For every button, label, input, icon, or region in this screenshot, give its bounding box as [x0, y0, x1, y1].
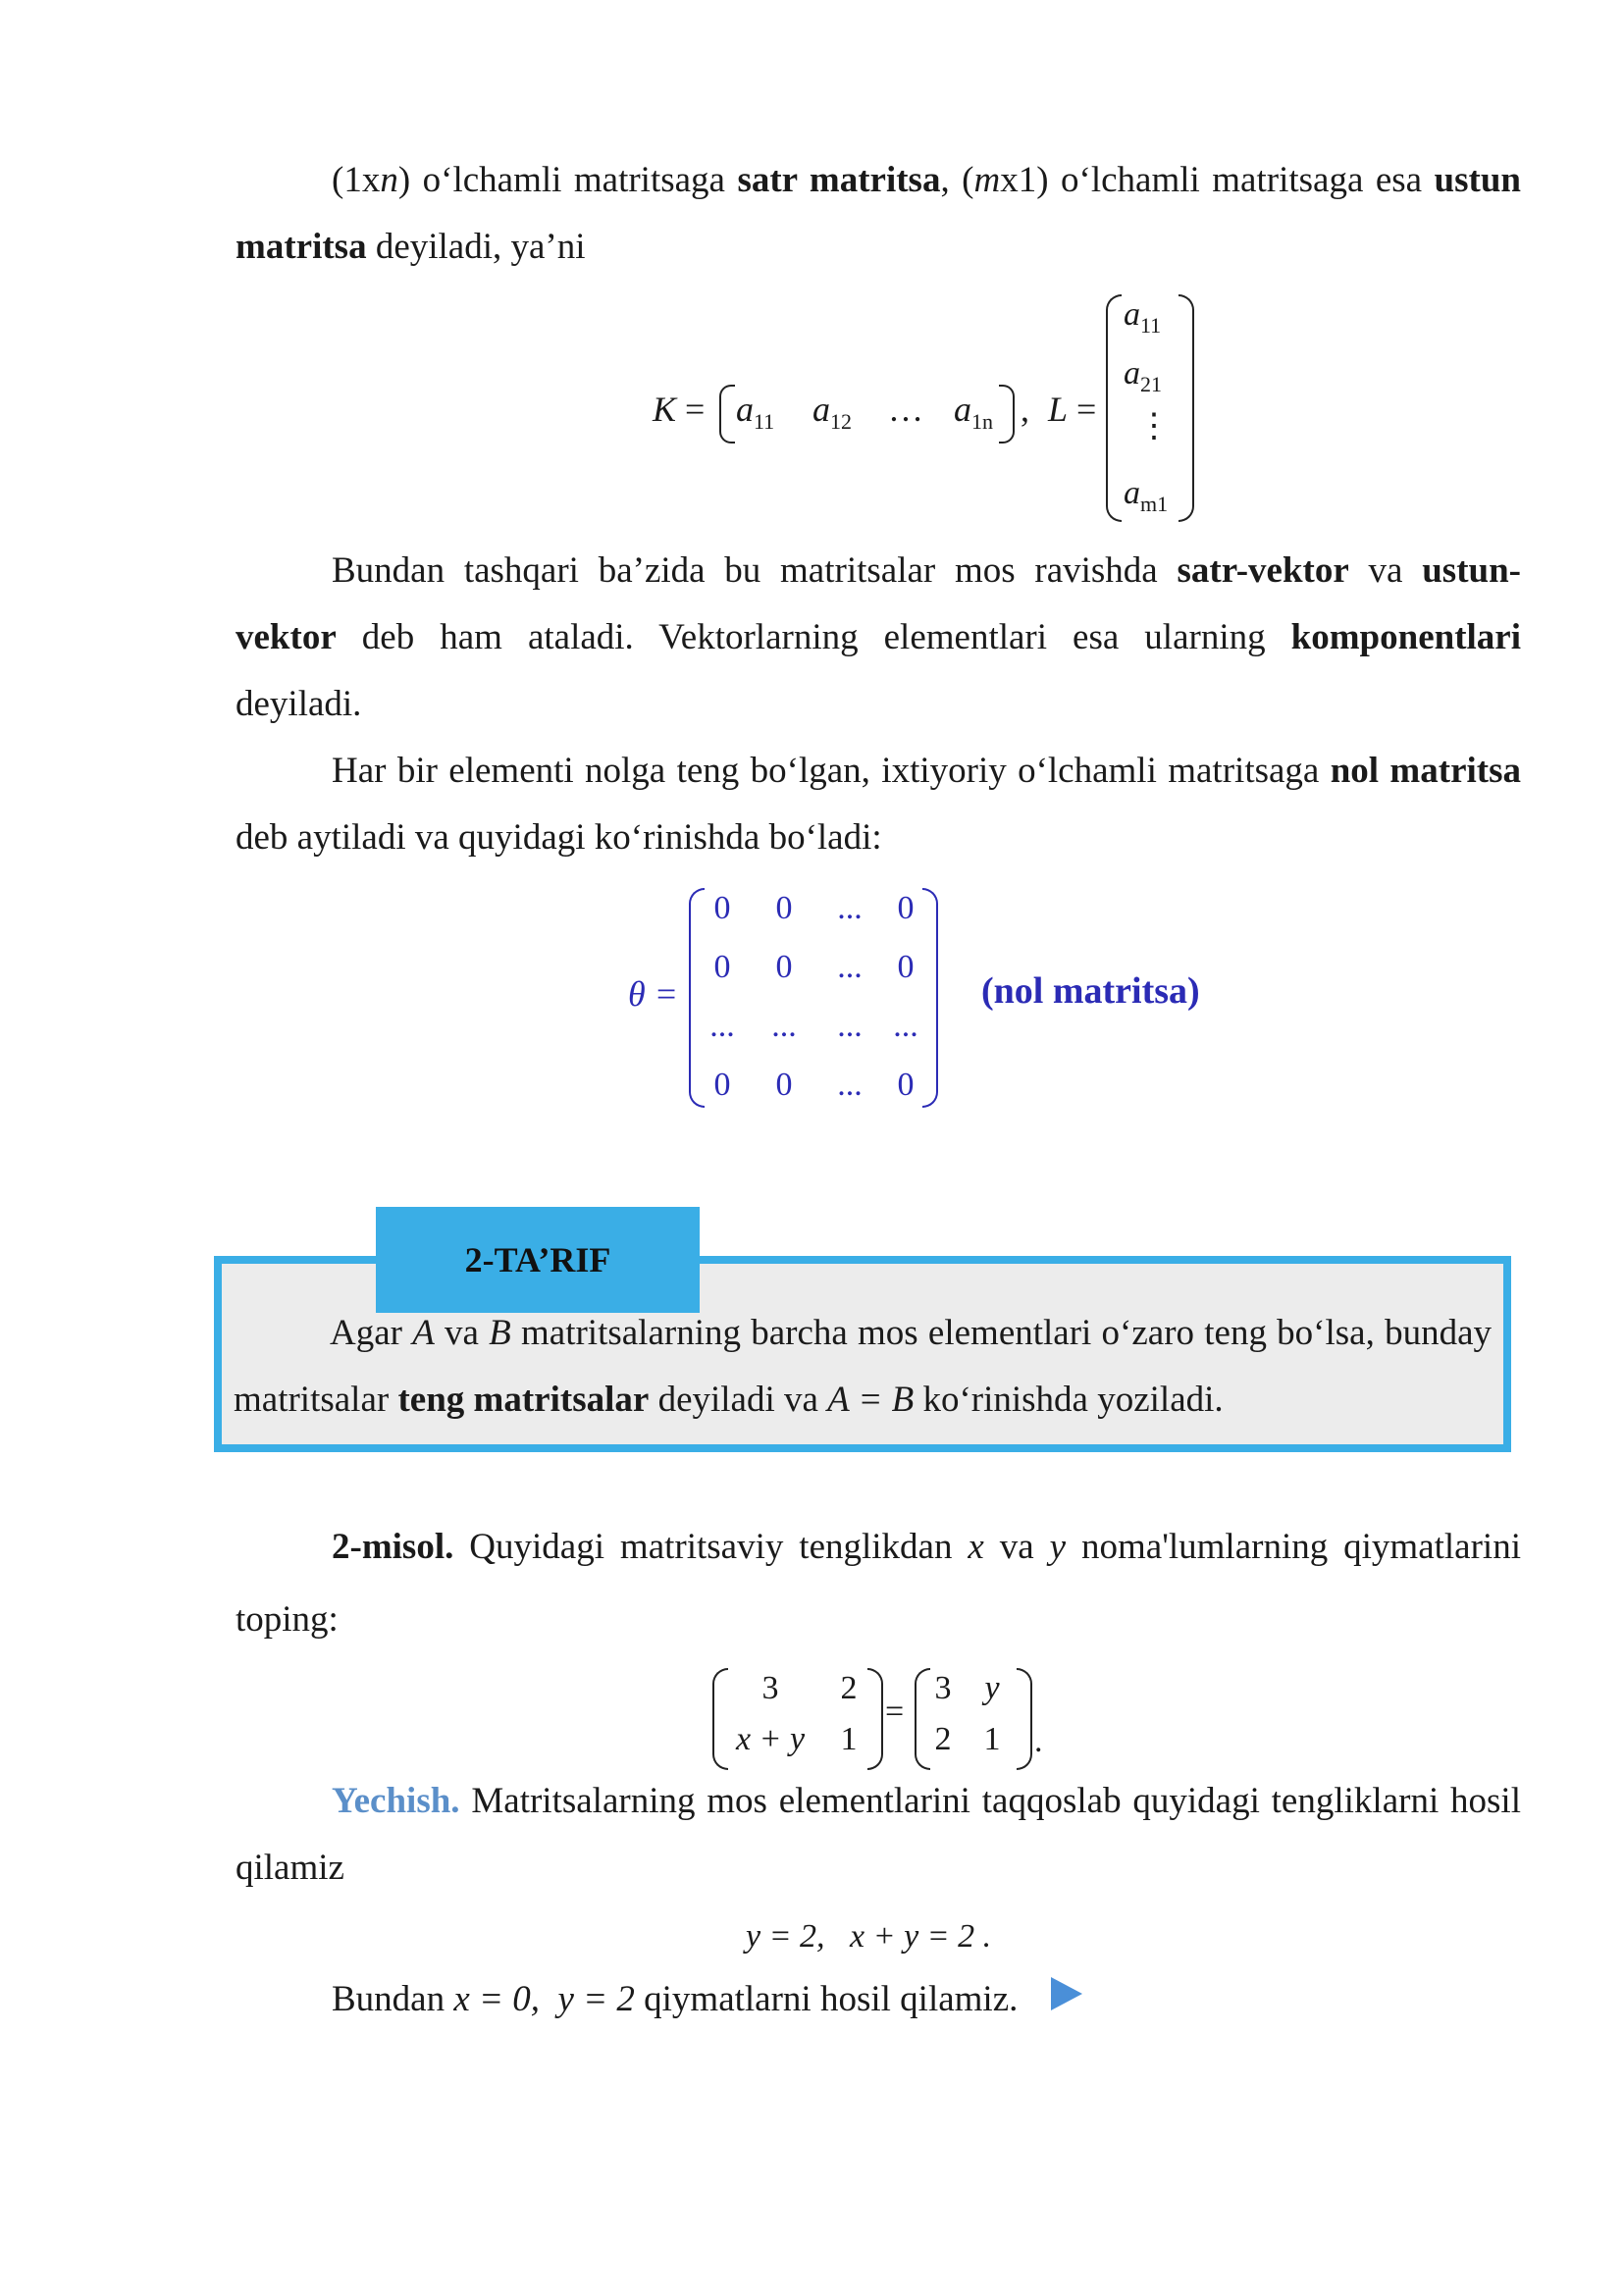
text: matritsalarning barcha mos elementlari o‘zaro teng bo‘lsa, bunday matritsalar — [234, 1313, 1492, 1420]
equals-sign: = — [685, 390, 706, 429]
element-a21: a — [1124, 355, 1140, 391]
text: Matritsalarning mos elementlarini taqqoslab quyidagi tengliklarni hosil qilamiz — [236, 1781, 1521, 1888]
cell: ... — [893, 1008, 918, 1044]
cell: 0 — [775, 949, 793, 985]
row-matrix-left-paren — [719, 385, 735, 443]
text: Quyidagi matritsaviy tenglikdan — [453, 1527, 969, 1567]
subscript: 21 — [1140, 372, 1162, 396]
text: va — [983, 1527, 1050, 1567]
example-label: 2-misol. — [332, 1527, 454, 1567]
text: o‘lchamli matritsaga — [410, 160, 738, 200]
cell: 3 — [761, 1670, 779, 1706]
cell: 0 — [713, 890, 731, 926]
paragraph-row-column-matrix — [236, 147, 1521, 281]
cell: 2 — [934, 1721, 952, 1757]
text: noma'lumlarning qiymatlarini toping: — [236, 1527, 1521, 1640]
term-satr-matritsa: satr matritsa — [737, 160, 941, 200]
element-am1: a — [1124, 475, 1140, 511]
subscript: m1 — [1140, 492, 1169, 516]
var-n: n — [380, 160, 398, 200]
zero-matrix-caption: (nol matritsa) — [981, 970, 1200, 1012]
var-y: y — [1049, 1527, 1067, 1567]
right-matrix-right-paren — [1017, 1668, 1032, 1770]
cell: ... — [709, 1008, 735, 1044]
cell: ... — [837, 890, 863, 926]
var-x: x — [968, 1527, 984, 1567]
element-a1n: a — [954, 390, 971, 429]
paragraph-vectors — [236, 538, 1521, 738]
comma: , — [1021, 390, 1029, 429]
cell: ... — [837, 949, 863, 985]
equals-sign: = — [885, 1694, 905, 1730]
definition-text — [234, 1300, 1492, 1434]
var-K: K — [653, 390, 677, 429]
row-matrix-right-paren — [999, 385, 1015, 443]
solution-equations: y = 2, x + y = 2 . — [746, 1918, 992, 1955]
text: (1x — [332, 160, 381, 200]
equation-A-equals-B: A = B — [827, 1380, 915, 1420]
text: deyiladi va — [649, 1380, 828, 1420]
result-values: x = 0, y = 2 — [453, 1979, 635, 2019]
text: Bundan tashqari ba’zida bu matritsalar mos ravishda — [332, 550, 1178, 591]
definition-title: 2-TA’RIF — [464, 1240, 611, 1279]
right-matrix — [928, 1668, 1017, 1766]
element-a12: a — [812, 390, 830, 429]
ellipsis: … — [888, 390, 923, 429]
term-satr-vektor: satr-vektor — [1177, 550, 1349, 591]
cell: ... — [837, 1067, 863, 1103]
cell: ... — [837, 1008, 863, 1044]
term-ustun-vektor: ustun-vektor — [236, 550, 1521, 657]
formula-K — [653, 389, 705, 430]
term-nol-matritsa: nol matritsa — [1330, 751, 1521, 791]
text: va — [1348, 550, 1423, 591]
cell: y — [984, 1670, 1000, 1706]
var-L: L — [1048, 390, 1069, 429]
text: deb ham ataladi. Vektorlarning elementlari esa ularning — [336, 617, 1291, 657]
text: deb aytiladi va quyidagi ko‘rinishda bo‘ladi: — [236, 817, 882, 858]
term-ustun-matritsa: ustun matritsa — [236, 160, 1521, 267]
cell: 0 — [775, 1067, 793, 1103]
text: x1) o‘lchamli matritsaga esa — [1000, 160, 1435, 200]
element-a11: a — [1124, 296, 1140, 333]
element-a11: a — [736, 390, 754, 429]
cell: 1 — [983, 1721, 1001, 1757]
cell: ... — [771, 1008, 797, 1044]
column-matrix-left-paren — [1106, 294, 1122, 522]
text: ko‘rinishda yoziladi. — [914, 1380, 1224, 1420]
text: Har bir elementi nolga teng bo‘lgan, ixtiyoriy o‘lchamli matritsaga — [332, 751, 1331, 791]
text: , ( — [940, 160, 974, 200]
var-B: B — [489, 1313, 511, 1353]
term-teng-matritsalar: teng matritsalar — [397, 1380, 650, 1420]
example-paragraph — [236, 1511, 1521, 1656]
text: deyiladi, ya’ni — [366, 227, 586, 267]
cell: 0 — [897, 890, 915, 926]
vertical-ellipsis: ⋮ — [1137, 408, 1171, 444]
left-matrix-right-paren — [867, 1668, 883, 1770]
var-A: A — [412, 1313, 435, 1353]
cell: 0 — [775, 890, 793, 926]
left-matrix — [726, 1668, 873, 1766]
subscript: 12 — [830, 409, 852, 434]
cell: 1 — [840, 1721, 858, 1757]
cell: x + y — [735, 1721, 806, 1757]
text: va — [434, 1313, 490, 1353]
cell: 0 — [713, 949, 731, 985]
text: ) — [397, 160, 411, 200]
subscript: 11 — [754, 409, 775, 434]
solution-paragraph — [236, 1768, 1521, 1902]
play-arrow-icon — [1051, 1977, 1082, 2010]
zero-matrix-grid — [703, 888, 928, 1104]
term-komponentlari: komponentlari — [1290, 617, 1521, 657]
cell: 3 — [934, 1670, 952, 1706]
paragraph-zero-matrix — [236, 738, 1521, 871]
var-m: m — [973, 160, 1001, 200]
column-matrix-elements — [1124, 294, 1178, 518]
cell: 0 — [897, 949, 915, 985]
period: . — [1034, 1723, 1043, 1759]
subscript: 11 — [1140, 313, 1162, 338]
cell: 2 — [840, 1670, 858, 1706]
cell: 0 — [897, 1067, 915, 1103]
solution-label: Yechish. — [332, 1781, 460, 1821]
text: deyiladi. — [236, 684, 362, 724]
solution-result — [332, 1966, 1617, 2033]
equals-sign: = — [1076, 390, 1097, 429]
formula-L — [1021, 389, 1096, 430]
subscript: 1n — [971, 409, 993, 434]
text: qiymatlarni hosil qilamiz. — [634, 1979, 1019, 2019]
zero-matrix-right-paren — [922, 888, 938, 1108]
cell: 0 — [713, 1067, 731, 1103]
text: Agar — [330, 1313, 413, 1353]
theta-equals: θ = — [628, 974, 678, 1014]
column-matrix-right-paren — [1179, 294, 1194, 522]
text: Bundan — [332, 1979, 454, 2019]
theta-label — [628, 973, 678, 1015]
